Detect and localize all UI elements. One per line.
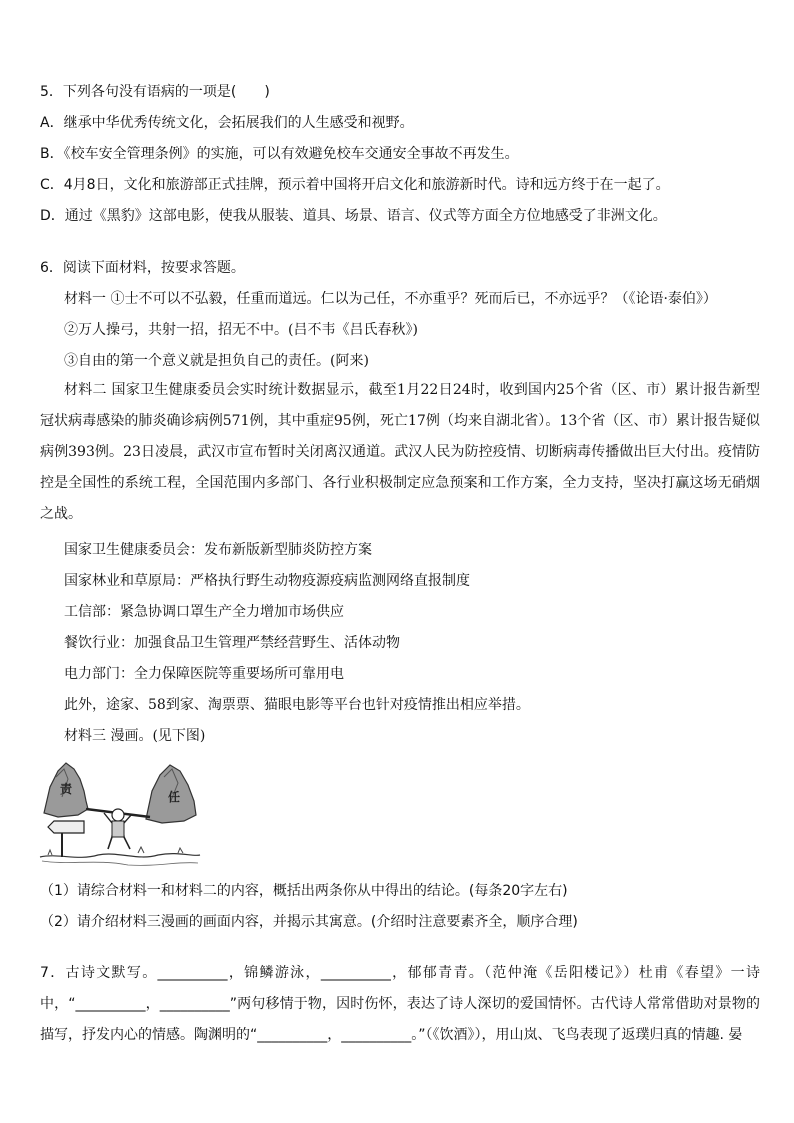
q7-paragraph: 7．古诗文默写。__________，锦鳞游泳，__________，郁郁青青。（范仲淹《岳阳楼记》）杜甫《春望》一诗中，“__________，__________”两句移情于物，因时伤怀，表达了诗人深切的爱国情怀。古代诗人常常借助对景物的描写，抒发内心的情感。陶渊明的“__________，__________。”（《饮酒》），用山岚、飞鸟表现了返璞归真的情趣. 晏 xyxy=(40,965,760,1043)
cartoon-left-char: 责 xyxy=(60,782,73,796)
q6-material1-item2: ②万人操弓，共射一招，招无不中。(吕不韦《吕氏春秋》) xyxy=(64,322,418,338)
q6-subquestion-2: （2）请介绍材料三漫画的画面内容，并揭示其寓意。(介绍时注意要素齐全，顺序合理) xyxy=(40,914,578,930)
q5-option-b: B．《校车安全管理条例》的实施，可以有效避免校车交通安全事故不再发生。 xyxy=(40,146,519,162)
q6-subquestion-1: （1）请综合材料一和材料二的内容，概括出两条你从中得出的结论。(每条20字左右) xyxy=(40,883,568,899)
q6-material2-paragraph: 材料二 国家卫生健康委员会实时统计数据显示，截至1月22日24时，收到国内25个省（区、市）累计报告新型冠状病毒感染的肺炎确诊病例571例，其中重症95例，死亡17例（均来自湖北省）。13个省（区、市）累计报告疑似病例393例。23日凌晨，武汉市宣布暂时关闭离汉通道。武汉人民为防控疫情、切断病毒传播做出巨大付出。疫情防控是全国性的系统工程，全国范围内多部门、各行业积极制定应急预案和工作方案，全力支持，坚决打赢这场无硝烟之战。 xyxy=(40,382,760,522)
q5-option-c: C．4月8日，文化和旅游部正式挂牌，预示着中国将开启文化和旅游新时代。诗和远方终于在一起了。 xyxy=(40,177,670,193)
q6-measure-miit: 工信部：紧急协调口罩生产全力增加市场供应 xyxy=(64,604,344,620)
q6-measure-forestry: 国家林业和草原局：严格执行野生动物疫源疫病监测网络直报制度 xyxy=(64,573,470,589)
cartoon-right-char: 任 xyxy=(168,790,181,804)
q6-measure-platforms: 此外，途家、58到家、淘票票、猫眼电影等平台也针对疫情推出相应举措。 xyxy=(64,697,530,713)
q6-measure-catering: 餐饮行业：加强食品卫生管理严禁经营野生、活体动物 xyxy=(64,635,400,651)
q6-material1-item1: 材料一 ①士不可以不弘毅，任重而道远。仁以为己任，不亦重乎？死而后已，不亦远乎？（《论语·泰伯》） xyxy=(64,291,717,307)
q6-measure-health: 国家卫生健康委员会：发布新版新型肺炎防控方案 xyxy=(64,542,372,558)
responsibility-cartoon xyxy=(38,757,202,869)
q6-measure-power: 电力部门：全力保障医院等重要场所可靠用电 xyxy=(64,666,344,682)
q6-material3-label: 材料三 漫画。(见下图) xyxy=(64,728,206,744)
q5-stem: 5．下列各句没有语病的一项是( ) xyxy=(40,84,270,100)
q6-stem: 6．阅读下面材料，按要求答题。 xyxy=(40,260,245,276)
q6-material1-item3: ③自由的第一个意义就是担负自己的责任。(阿来) xyxy=(64,353,369,369)
q5-option-d: D．通过《黑豹》这部电影，使我从服装、道具、场景、语言、仪式等方面全方位地感受了非洲文化。 xyxy=(40,208,667,224)
q5-option-a: A．继承中华优秀传统文化，会拓展我们的人生感受和视野。 xyxy=(40,115,414,131)
